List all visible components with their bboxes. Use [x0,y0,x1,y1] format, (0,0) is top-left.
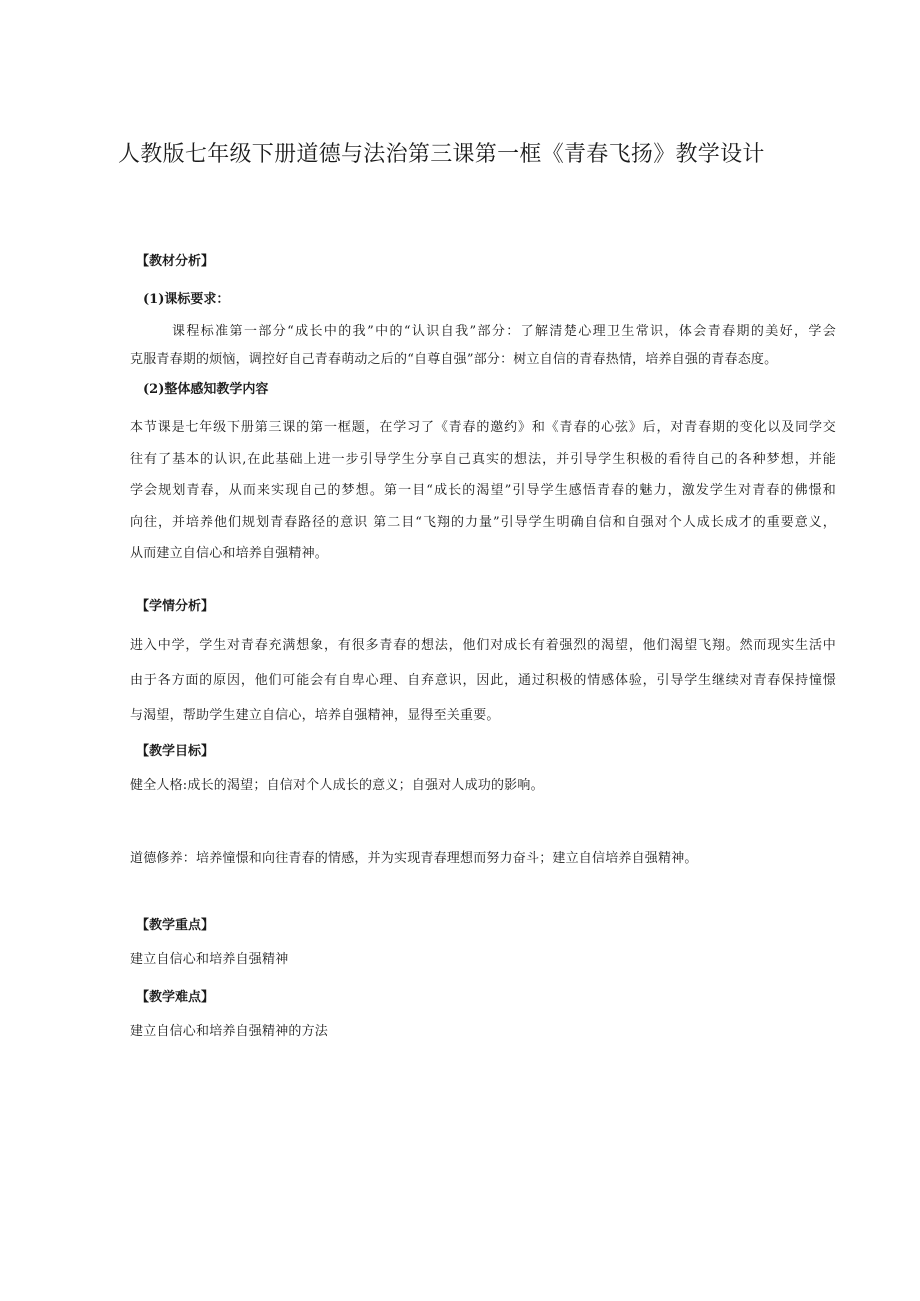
paragraph-line: 进入中学，学生对青春充满想象，有很多青春的想法，他们对成长有着强烈的渴望，他们渴望飞翔。然而现实生活中 [130,638,836,653]
paragraph-overall-content [130,412,836,570]
teaching-goal-personality: 健全人格:成长的渴望；自信对个人成长的意义；自强对人成功的影响。 [130,778,544,793]
paragraph-line: 从而建立自信心和培养自强精神。 [130,546,329,561]
section-heading-teaching-goals: 【教学目标】 [136,744,215,759]
paragraph-line: 本节课是七年级下册第三课的第一框题，在学习了《青春的邀约》和《青春的心弦》后，对青春期的变化以及同学交 [130,420,836,435]
paragraph-line: 课程标准第一部分“成长中的我”中的“认识自我”部分：了解清楚心理卫生常识，体会青春期的美好，学会 [172,324,836,339]
section-heading-difficult-points: 【教学难点】 [136,990,215,1005]
section-heading-textbook-analysis: 【教材分析】 [136,254,215,269]
paragraph-line: 往有了基本的认识,在此基础上进一步引导学生分享自己真实的想法，并引导学生积极的看待自己的各种梦想，并能 [130,451,836,467]
paragraph-line: 由于各方面的原因，他们可能会有自卑心理、自弃意识，因此，通过积极的情感体验，引导学生继续对青春保持憧憬 [130,673,836,688]
teaching-goal-morality: 道德修养：培养憧憬和向往青春的情感，并为实现青春理想而努力奋斗；建立自信培养自强精神。 [130,851,698,866]
document-title: 人教版七年级下册道德与法治第三课第一框《青春飞扬》教学设计 [118,142,765,167]
paragraph-line: 学会规划青春，从而来实现自己的梦想。第一目“成长的渴望”引导学生感悟青春的魅力，激发学生对青春的佛憬和 [130,483,836,498]
paragraph-line: 克服青春期的烦恼，调控好自己青春萌动之后的“自尊自强”部分：树立自信的青春热情，培养自强的青春态度。 [130,352,778,367]
paragraph-line: 向往，并培养他们规划青春路径的意识 第二目“飞翔的力量”引导学生明确自信和自强对个人成长成才的重要意义， [130,514,836,530]
subheading-curriculum-requirements: (1)课标要求： [143,292,230,307]
paragraph-student-analysis [130,628,836,733]
subheading-overall-content: (2)整体感知教学内容 [143,382,269,397]
key-points-text: 建立自信心和培养自强精神 [130,952,289,967]
paragraph-curriculum-requirements [130,318,836,374]
paragraph-line: 与渴望，帮助学生建立自信心，培养自强精神，显得至关重要。 [130,708,500,723]
section-heading-key-points: 【教学重点】 [136,918,215,933]
difficult-points-text: 建立自信心和培养自强精神的方法 [130,1024,329,1039]
section-heading-student-analysis: 【学情分析】 [136,599,215,614]
